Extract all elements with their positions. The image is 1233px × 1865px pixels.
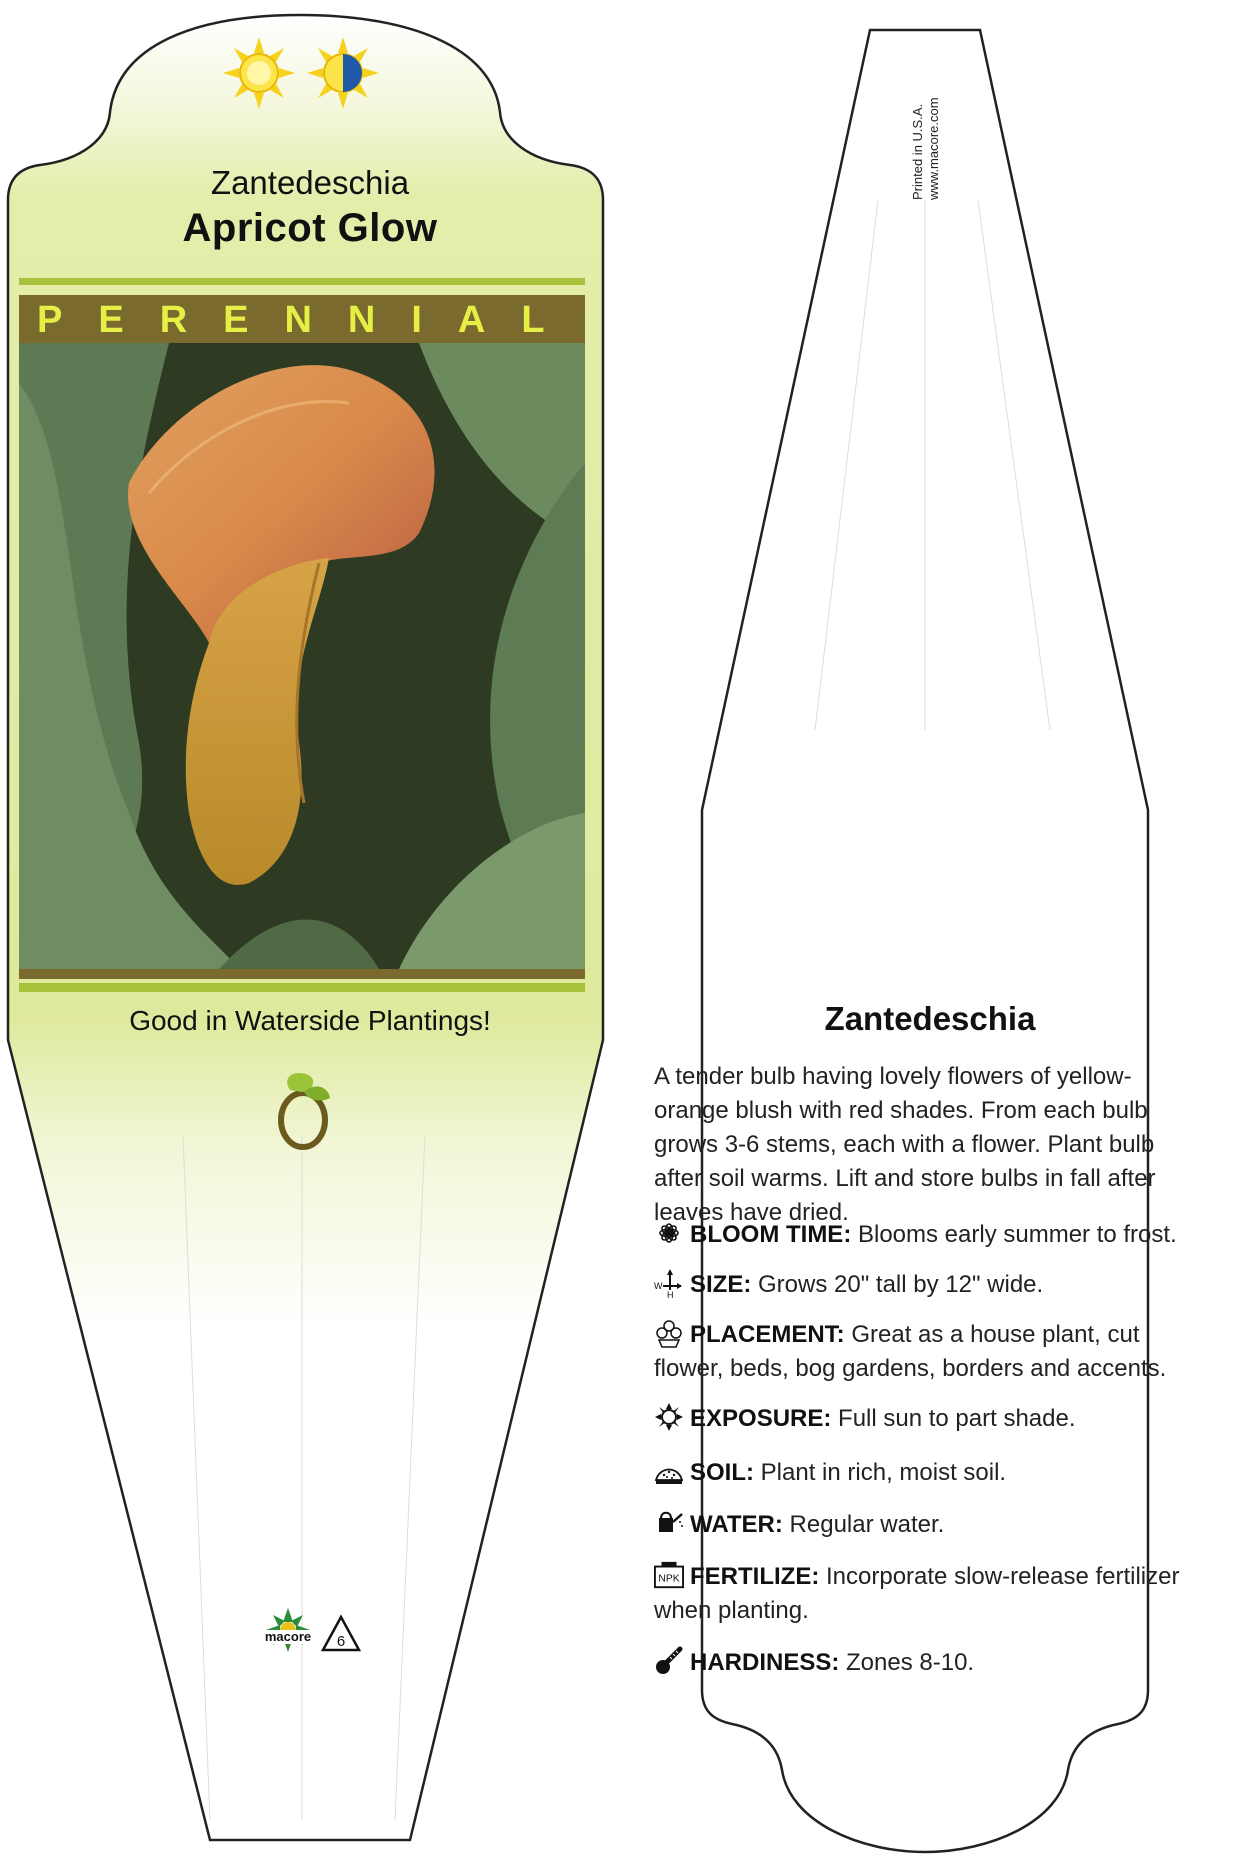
care-text: Plant in rich, moist soil. — [760, 1459, 1007, 1486]
care-exposure — [654, 1402, 1206, 1436]
care-text: Full sun to part shade. — [838, 1405, 1076, 1432]
care-water — [654, 1508, 1206, 1542]
plant-cultivar-title: Apricot Glow — [182, 206, 438, 250]
size-icon-h: H — [667, 1290, 674, 1298]
care-hardiness — [654, 1646, 1206, 1680]
recycle-number: 6 — [336, 1633, 346, 1650]
npk-icon — [654, 1560, 684, 1590]
care-text: Incorporate slow-release fertilizer when planting. — [654, 1563, 1180, 1624]
care-fertilize — [654, 1560, 1206, 1628]
size-icon-w: W — [654, 1281, 663, 1291]
care-label: SOIL: — [690, 1459, 754, 1486]
care-text: Great as a house plant, cut flower, beds, bog gardens, borders and accents. — [654, 1321, 1167, 1382]
printed-line: Printed in U.S.A. — [910, 103, 925, 200]
care-label: FERTILIZE: — [690, 1563, 820, 1590]
flower-icon — [654, 1218, 684, 1248]
care-placement — [654, 1318, 1206, 1386]
size-icon — [654, 1268, 684, 1298]
care-label: PLACEMENT: — [690, 1321, 845, 1348]
care-soil — [654, 1456, 1206, 1490]
thermometer-icon — [654, 1646, 684, 1676]
brand-label: macore — [264, 1629, 312, 1644]
full-sun-icon — [222, 36, 296, 110]
care-bloom-time — [654, 1218, 1206, 1252]
care-label: SIZE: — [690, 1271, 752, 1298]
plant-photo — [19, 343, 585, 969]
watering-can-icon — [654, 1508, 684, 1538]
care-text: Blooms early summer to frost. — [857, 1221, 1177, 1248]
care-label: BLOOM TIME: — [690, 1221, 852, 1248]
care-label: HARDINESS: — [690, 1649, 840, 1676]
recycle-icon — [320, 1614, 362, 1654]
care-text: Grows 20" tall by 12" wide. — [758, 1271, 1044, 1298]
care-size — [654, 1268, 1206, 1302]
plant-description: A tender bulb having lovely flowers of yellow-orange blush with red shades. From each bulb grows 3-6 stems, each with a flower. Plant bulb after soil warms. Lift and store bulbs in fall after leaves have dried. — [654, 1063, 1156, 1226]
feature-tagline: Good in Waterside Plantings! — [129, 1005, 491, 1036]
care-text: Regular water. — [789, 1511, 945, 1538]
npk-label: NPK — [658, 1573, 680, 1585]
plants-icon — [654, 1318, 684, 1348]
plant-genus: Zantedeschia — [210, 164, 410, 201]
sun-icon — [654, 1402, 684, 1432]
printed-credit — [910, 97, 942, 200]
back-heading: Zantedeschia — [824, 1000, 1036, 1037]
care-label: WATER: — [690, 1511, 783, 1538]
part-sun-icon — [306, 36, 380, 110]
website-line: www.macore.com — [926, 97, 941, 200]
soil-icon — [654, 1456, 684, 1486]
macore-logo — [258, 1606, 318, 1664]
category-label: PERENNIAL — [37, 299, 581, 341]
care-label: EXPOSURE: — [690, 1405, 832, 1432]
sprout-icon — [270, 1068, 340, 1152]
care-text: Zones 8-10. — [846, 1649, 975, 1676]
